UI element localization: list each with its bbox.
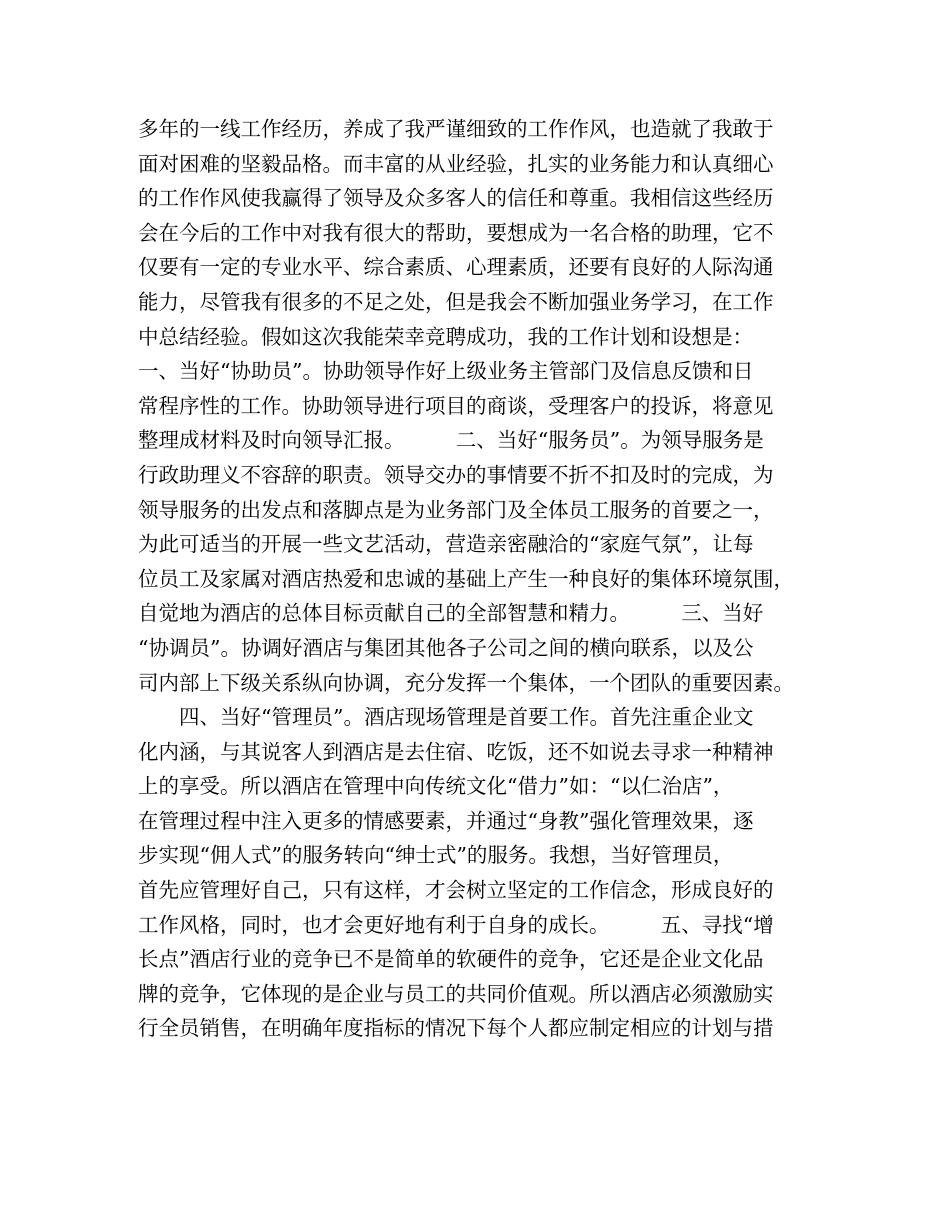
text-line: 会在今后的工作中对我有很大的帮助，要想成为一名合格的助理，它不 [138,220,774,245]
text-line: “协调员”。协调好酒店与集团其他各子公司之间的横向联系，以及公 [138,635,754,660]
text-line: 牌的竞争，它体现的是企业与员工的共同价值观。所以酒店必须激励实 [138,981,774,1006]
text-line: 行全员销售，在明确年度指标的情况下每个人都应制定相应的计划与措 [138,1016,774,1041]
text-line: 多年的一线工作经历，养成了我严谨细致的工作作风，也造就了我敢于 [138,117,774,141]
document-body [138,112,828,1046]
text-line: 一、当好“协助员”。协助领导作好上级业务主管部门及信息反馈和日 [138,359,754,384]
text-line: 中总结经验。假如这次我能荣幸竞聘成功，我的工作计划和设想是： [138,324,753,349]
text-line: 为此可适当的开展一些文艺活动，营造亲密融洽的“家庭气氛”，让每 [138,532,754,557]
text-line: 四、当好“管理员”。酒店现场管理是首要工作。首先注重企业文 [138,705,754,730]
text-line: 领导服务的出发点和落脚点是为业务部门及全体员工服务的首要之一， [138,497,774,522]
text-line: 行政助理义不容辞的职责。领导交办的事情要不折不扣及时的完成，为 [138,462,774,487]
text-line: 的工作作风使我赢得了领导及众多客人的信任和尊重。我相信这些经历 [138,186,774,211]
text-line: 上的享受。所以酒店在管理中向传统文化“借力”如：“以仁治店”， [138,774,734,799]
text-line: 面对困难的坚毅品格。而丰富的从业经验，扎实的业务能力和认真细心 [138,151,774,176]
text-line: 常程序性的工作。协助领导进行项目的商谈，受理客户的投诉，将意见 [138,393,774,418]
text-line: 化内涵，与其说客人到酒店是去住宿、吃饭，还不如说去寻求一种精神 [138,739,774,764]
text-line: 自觉地为酒店的总体目标贡献自己的全部智慧和精力。 三、当好 [138,601,764,626]
text-line: 整理成材料及时向领导汇报。 二、当好“服务员”。为领导服务是 [138,428,764,453]
text-line: 位员工及家属对酒店热爱和忠诚的基础上产生一种良好的集体环境氛围， [138,566,794,591]
text-line: 在管理过程中注入更多的情感要素，并通过“身教”强化管理效果，逐 [138,808,754,833]
text-line: 长点”酒店行业的竞争已不是简单的软硬件的竞争，它还是企业文化品 [138,947,764,972]
text-line: 仅要有一定的专业水平、综合素质、心理素质，还要有良好的人际沟通 [138,255,774,280]
text-line: 工作风格，同时，也才会更好地有利于自身的成长。 五、寻找“增 [138,912,774,937]
text-line: 步实现“佣人式”的服务转向“绅士式”的服务。我想，当好管理员， [138,843,734,868]
text-line: 能力，尽管我有很多的不足之处，但是我会不断加强业务学习，在工作 [138,289,774,314]
text-line: 首先应管理好自己，只有这样，才会树立坚定的工作信念，形成良好的 [138,878,774,903]
text-line: 司内部上下级关系纵向协调，充分发挥一个集体，一个团队的重要因素。 [138,670,794,695]
